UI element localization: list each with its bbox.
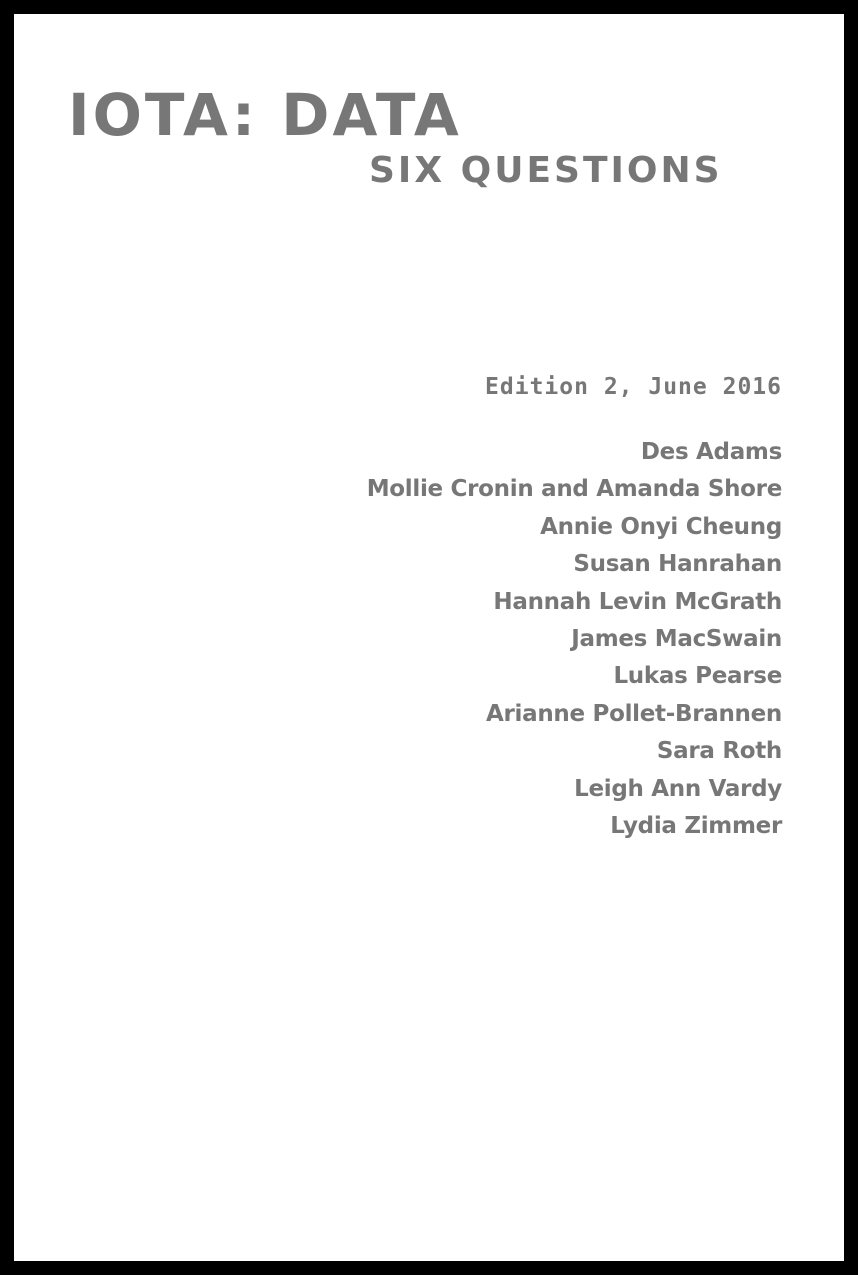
edition-line: Edition 2, June 2016 [485,374,782,400]
contributor-list [367,434,782,845]
contributor-name: Lydia Zimmer [610,813,782,840]
publication-subtitle: SIX QUESTIONS [369,150,723,191]
contributor-name: Lukas Pearse [613,663,782,690]
contributor-name: Susan Hanrahan [573,551,782,578]
contributor-name: Hannah Levin McGrath [493,588,782,615]
cover-page [14,14,844,1261]
contributor-name: Mollie Cronin and Amanda Shore [366,476,782,503]
publication-title: IOTA: DATA [68,81,462,149]
contributor-name: Leigh Ann Vardy [574,775,782,802]
contributor-name: Des Adams [640,439,782,465]
contributor-name: Arianne Pollet-Brannen [486,700,782,727]
contributor-name: Annie Onyi Cheung [540,513,782,540]
contributor-name: James MacSwain [571,626,782,653]
contributor-name: Sara Roth [656,738,782,765]
